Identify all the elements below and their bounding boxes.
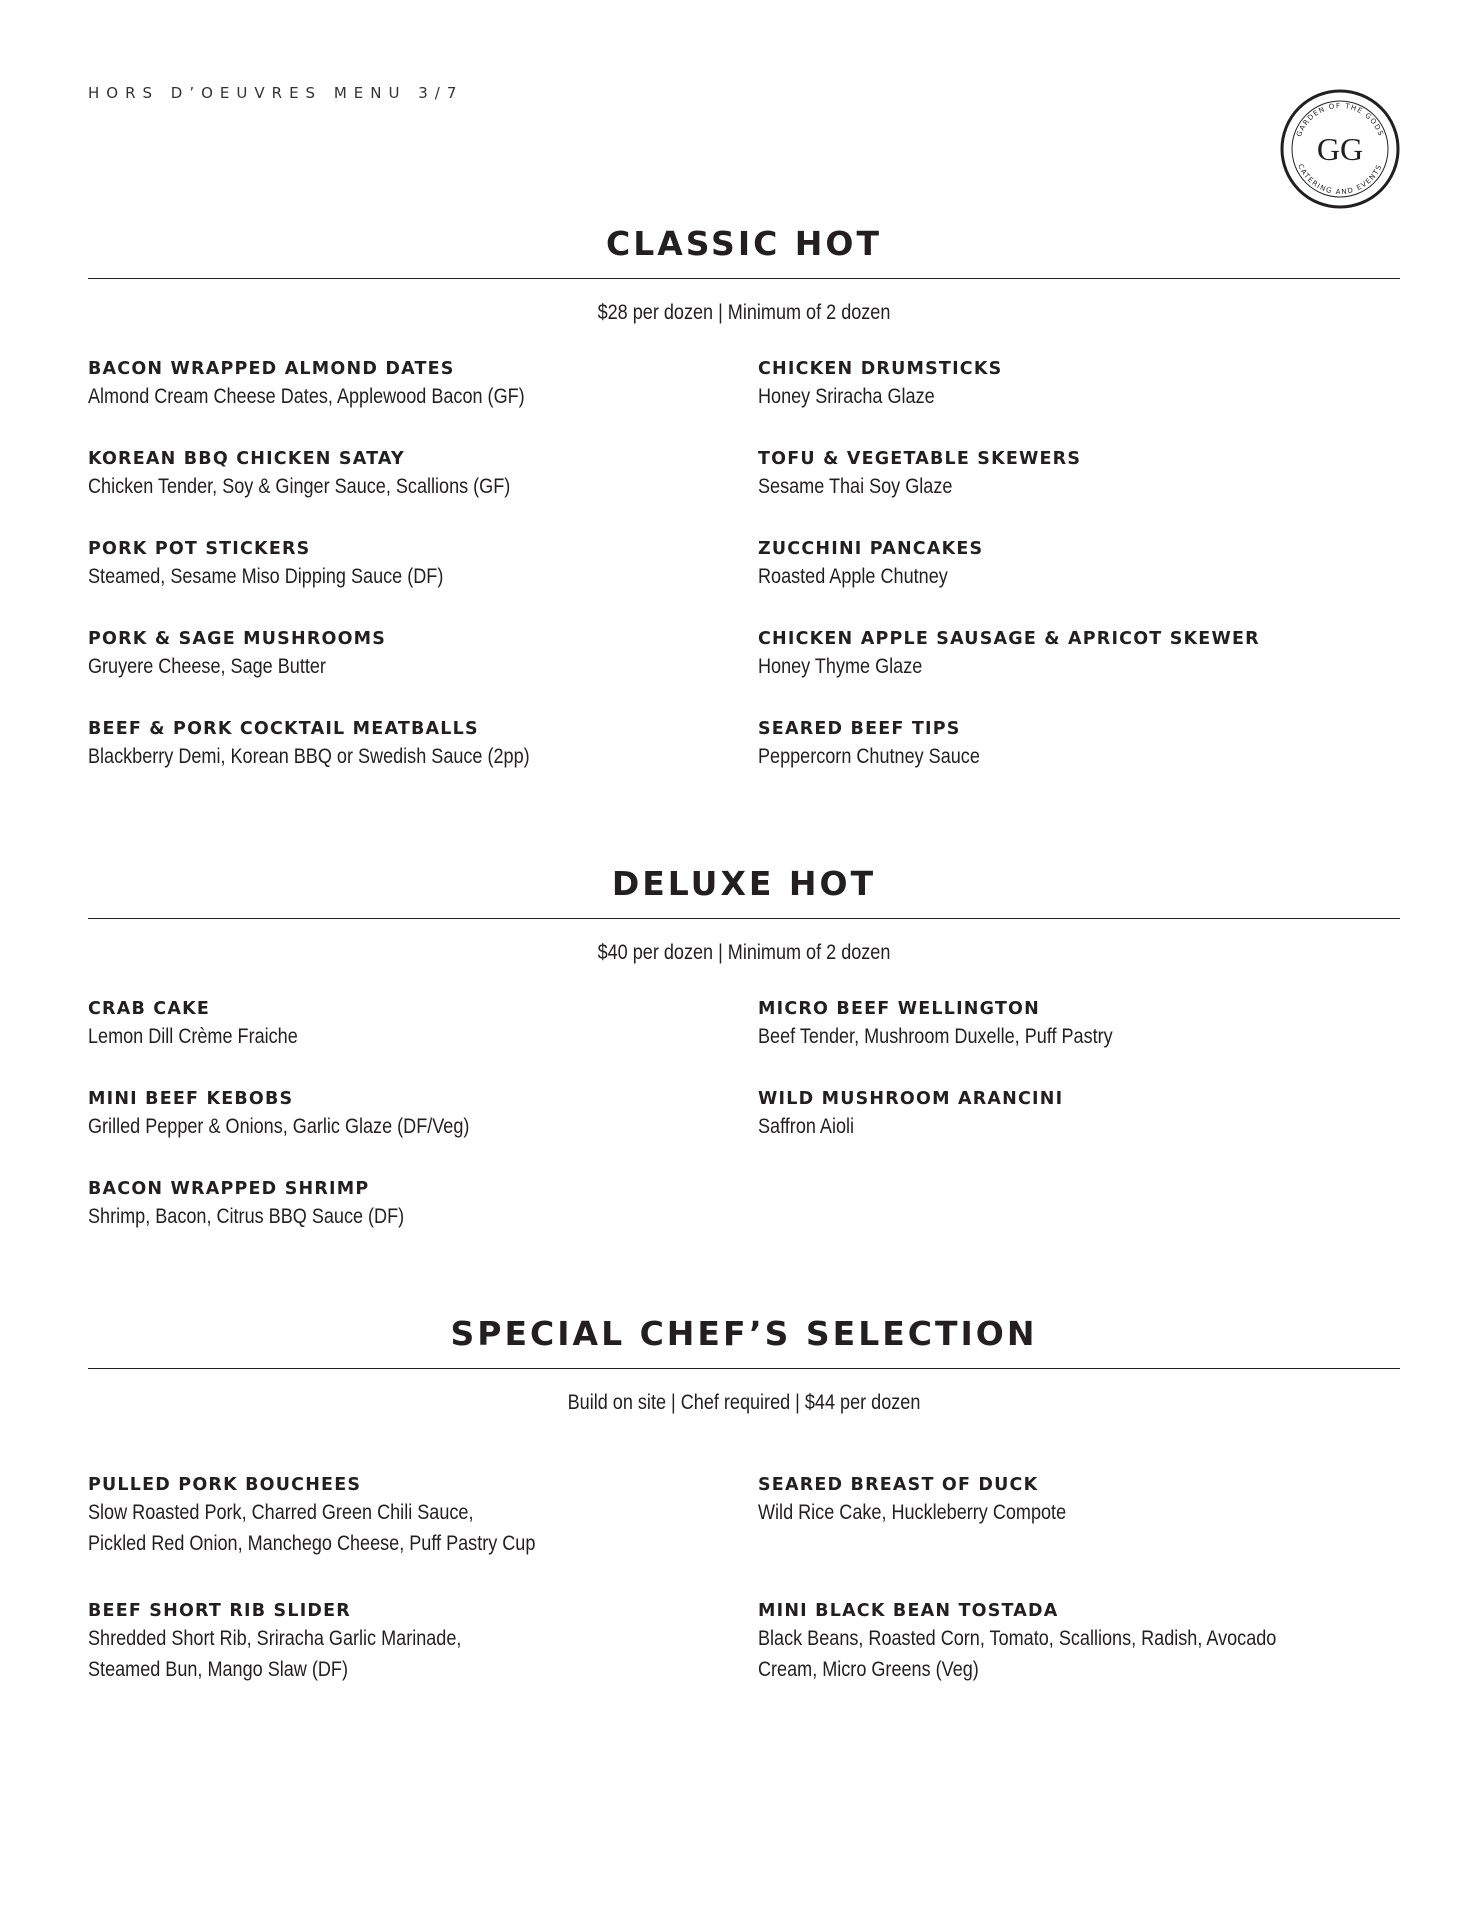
logo-initials: GG bbox=[1316, 131, 1364, 167]
menu-item bbox=[758, 627, 1400, 682]
menu-item-desc: Blackberry Demi, Korean BBQ or Swedish Sauce (2pp) bbox=[88, 745, 530, 768]
section-divider bbox=[88, 918, 1400, 919]
section-deluxe-hot bbox=[88, 862, 1400, 1232]
menu-item-name: TOFU & VEGETABLE SKEWERS bbox=[758, 449, 1082, 469]
gg-logo bbox=[1279, 88, 1401, 210]
menu-item-name: PORK POT STICKERS bbox=[88, 539, 311, 559]
menu-items-grid bbox=[88, 357, 1400, 772]
menu-item bbox=[88, 447, 758, 502]
menu-item-name: WILD MUSHROOM ARANCINI bbox=[758, 1089, 1064, 1109]
menu-item bbox=[758, 997, 1400, 1052]
menu-item-desc: Almond Cream Cheese Dates, Applewood Bacon (GF) bbox=[88, 385, 525, 408]
menu-item-name: MICRO BEEF WELLINGTON bbox=[758, 999, 1040, 1019]
menu-item bbox=[758, 1087, 1400, 1142]
menu-item bbox=[758, 537, 1400, 592]
menu-item-desc: Shrimp, Bacon, Citrus BBQ Sauce (DF) bbox=[88, 1205, 405, 1228]
menu-item bbox=[758, 447, 1400, 502]
menu-item-desc: Roasted Apple Chutney bbox=[758, 565, 948, 588]
menu-item-name: ZUCCHINI PANCAKES bbox=[758, 539, 984, 559]
logo-ring-top-text: GARDEN OF THE GODS bbox=[1295, 101, 1385, 138]
menu-item-name: PULLED PORK BOUCHEES bbox=[88, 1475, 362, 1495]
menu-item bbox=[88, 537, 758, 592]
menu-item bbox=[88, 1087, 758, 1142]
menu-item-desc: Honey Sriracha Glaze bbox=[758, 385, 935, 408]
section-divider bbox=[88, 1368, 1400, 1369]
menu-item-name: BACON WRAPPED SHRIMP bbox=[88, 1179, 370, 1199]
menu-items-grid bbox=[88, 1473, 1400, 1685]
svg-text:CATERING AND EVENTS bbox=[1296, 163, 1384, 196]
menu-item-desc: Sesame Thai Soy Glaze bbox=[758, 475, 953, 498]
menu-item bbox=[88, 997, 758, 1052]
menu-item bbox=[88, 1473, 758, 1559]
menu-item-name: SEARED BREAST OF DUCK bbox=[758, 1475, 1039, 1495]
menu-item bbox=[758, 1599, 1400, 1685]
menu-item-name: SEARED BEEF TIPS bbox=[758, 719, 961, 739]
section-special-chefs-selection bbox=[88, 1312, 1400, 1685]
menu-item-name: CHICKEN APPLE SAUSAGE & APRICOT SKEWER bbox=[758, 629, 1260, 649]
menu-item-desc: Black Beans, Roasted Corn, Tomato, Scallions, Radish, Avocado Cream, Micro Greens (Veg) bbox=[758, 1627, 1277, 1681]
section-pricing: $28 per dozen | Minimum of 2 dozen bbox=[597, 301, 891, 324]
menu-item-desc: Lemon Dill Crème Fraiche bbox=[88, 1025, 298, 1048]
section-pricing: $40 per dozen | Minimum of 2 dozen bbox=[597, 941, 891, 964]
menu-item-desc: Slow Roasted Pork, Charred Green Chili Sauce, Pickled Red Onion, Manchego Cheese, Puff Pastry Cup bbox=[88, 1501, 536, 1555]
section-classic-hot bbox=[88, 222, 1400, 772]
menu-item-desc: Steamed, Sesame Miso Dipping Sauce (DF) bbox=[88, 565, 444, 588]
menu-item-desc: Beef Tender, Mushroom Duxelle, Puff Pastry bbox=[758, 1025, 1113, 1048]
menu-item bbox=[88, 717, 758, 772]
page-header-label: HORS D’OEUVRES MENU 3/7 bbox=[88, 84, 464, 102]
section-title: DELUXE HOT bbox=[611, 864, 877, 903]
menu-item-desc: Honey Thyme Glaze bbox=[758, 655, 923, 678]
section-divider bbox=[88, 278, 1400, 279]
menu-item-desc: Wild Rice Cake, Huckleberry Compote bbox=[758, 1501, 1067, 1524]
menu-item bbox=[88, 1599, 758, 1685]
menu-item-desc: Shredded Short Rib, Sriracha Garlic Marinade, Steamed Bun, Mango Slaw (DF) bbox=[88, 1627, 462, 1681]
menu-item-desc: Chicken Tender, Soy & Ginger Sauce, Scallions (GF) bbox=[88, 475, 511, 498]
section-pricing: Build on site | Chef required | $44 per dozen bbox=[567, 1391, 921, 1414]
menu-item-name: BACON WRAPPED ALMOND DATES bbox=[88, 359, 455, 379]
menu-item bbox=[758, 357, 1400, 412]
menu-item-name: CHICKEN DRUMSTICKS bbox=[758, 359, 1003, 379]
menu-item bbox=[88, 357, 758, 412]
menu-item bbox=[758, 1473, 1400, 1559]
menu-item-desc: Grilled Pepper & Onions, Garlic Glaze (DF/Veg) bbox=[88, 1115, 470, 1138]
menu-item-name: PORK & SAGE MUSHROOMS bbox=[88, 629, 387, 649]
menu-item bbox=[88, 627, 758, 682]
menu-item-name: BEEF SHORT RIB SLIDER bbox=[88, 1601, 351, 1621]
menu-items-grid bbox=[88, 997, 1400, 1232]
menu-item-desc: Gruyere Cheese, Sage Butter bbox=[88, 655, 326, 678]
menu-item-desc: Peppercorn Chutney Sauce bbox=[758, 745, 980, 768]
logo-ring-bottom-text: CATERING AND EVENTS bbox=[1296, 162, 1384, 197]
menu-item-name: BEEF & PORK COCKTAIL MEATBALLS bbox=[88, 719, 479, 739]
menu-item-desc: Saffron Aioli bbox=[758, 1115, 855, 1138]
menu-item-name: KOREAN BBQ CHICKEN SATAY bbox=[88, 449, 405, 469]
menu-item-name: MINI BLACK BEAN TOSTADA bbox=[758, 1601, 1059, 1621]
menu-item bbox=[758, 717, 1400, 772]
menu-item-name: CRAB CAKE bbox=[88, 999, 210, 1019]
menu-item-name: MINI BEEF KEBOBS bbox=[88, 1089, 294, 1109]
menu-item bbox=[88, 1177, 758, 1232]
section-title: SPECIAL CHEF’S SELECTION bbox=[450, 1314, 1038, 1353]
section-title: CLASSIC HOT bbox=[605, 224, 882, 263]
